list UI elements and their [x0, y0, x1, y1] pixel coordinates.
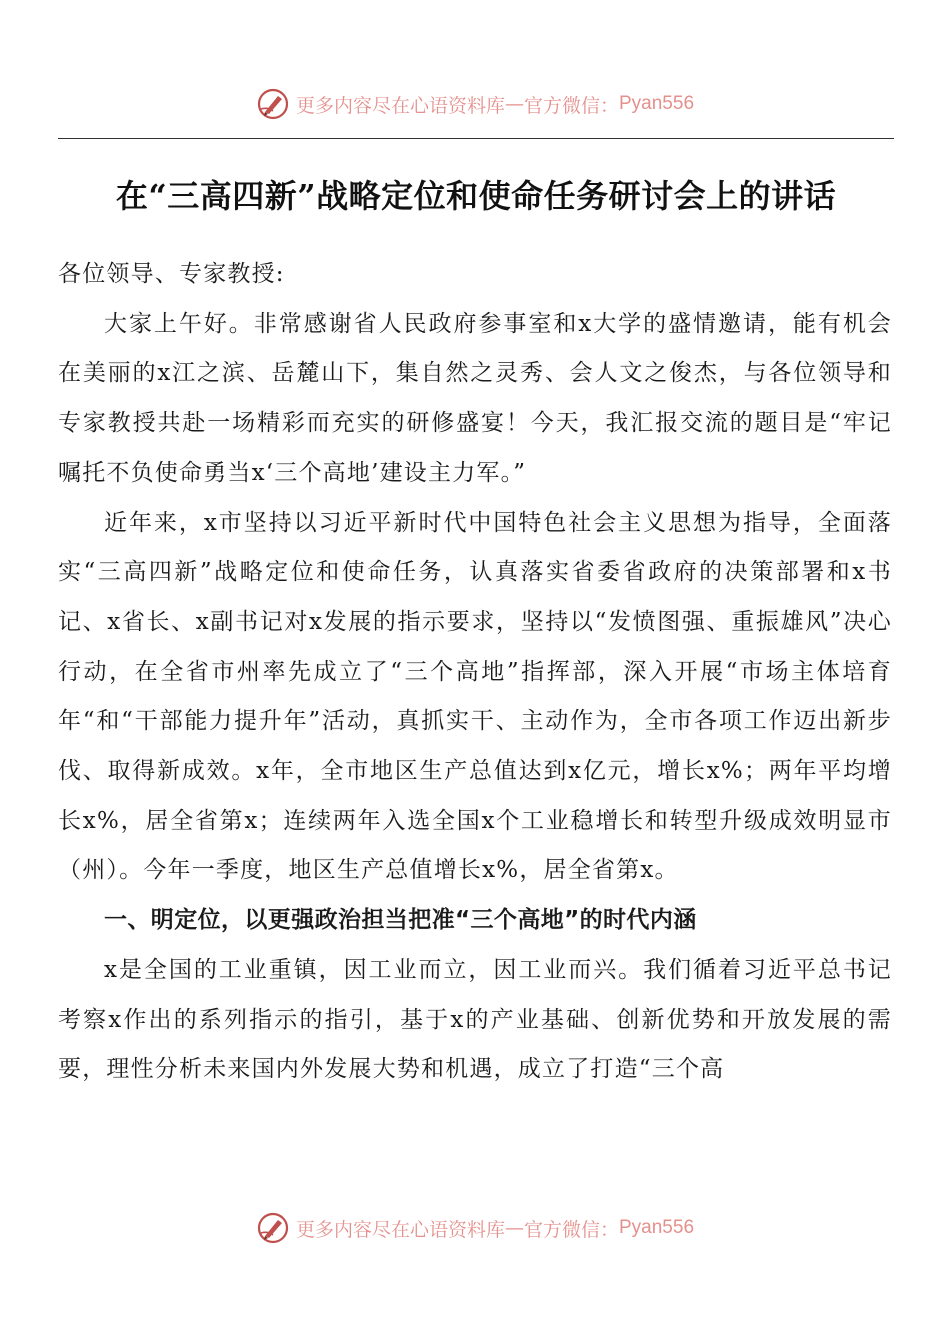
- banner-wechat-label: 官方微信：: [523, 1218, 619, 1241]
- banner-wechat-label: 官方微信：: [523, 94, 619, 117]
- section-heading: 一、明定位，以更强政治担当把准“三个高地”的时代内涵: [104, 907, 697, 934]
- paragraph-achievements: 近年来，x市坚持以习近平新时代中国特色社会主义思想为指导，全面落实“三高四新”战略定位和使命任务，认真落实省委省政府的决策部署和x书记、x省长、x副书记对x发展的指示要求，坚持以“发愤图强、重振雄风”决心行动，在全省市州率先成立了“三个高地”指挥部，深入开展“市场主体培育年“和“干部能力提升年”活动，真抓实干、主动作为，全市各项工作迈出新步伐、取得新成效。x年，全市地区生产总值达到x亿元，增长x%；两年平均增长x%，居全省第x；连续两年入选全国x个工业稳增长和转型升级成效明显市（州）。今年一季度，地区生产总值增长x%，居全省第x。: [58, 509, 892, 884]
- banner-separator: —: [504, 1217, 524, 1239]
- banner-text: 更多内容尽在心语资料库: [295, 1218, 505, 1241]
- banner-wechat-id: Pyan556: [619, 93, 695, 114]
- document-body: [58, 250, 892, 1095]
- paragraph-industry: x是全国的工业重镇，因工业而立，因工业而兴。我们循着习近平总书记考察x作出的系列指示的指引，基于x的产业基础、创新优势和开放发展的需要，理性分析未来国内外发展大势和机遇，成立了打造“三个高: [58, 956, 892, 1083]
- banner-separator: —: [504, 93, 524, 115]
- header-divider: [58, 138, 894, 139]
- salutation: 各位领导、专家教授:: [58, 261, 285, 287]
- pen-circle-icon: [256, 87, 290, 121]
- pen-circle-icon: [256, 1211, 290, 1245]
- banner-wechat-id: Pyan556: [619, 1217, 695, 1238]
- banner-text: 更多内容尽在心语资料库: [295, 94, 505, 117]
- paragraph-greeting: 大家上午好。非常感谢省人民政府参事室和x大学的盛情邀请，能有机会在美丽的x江之滨、岳麓山下，集自然之灵秀、会人文之俊杰，与各位领导和专家教授共赴一场精彩而充实的研修盛宴！今天，我汇报交流的题目是“牢记嘱托不负使命勇当x‘三个高地’建设主力军。”: [58, 310, 892, 486]
- header-banner: [0, 86, 950, 122]
- footer-banner: [0, 1210, 950, 1246]
- document-title: 在“三高四新”战略定位和使命任务研讨会上的讲话: [115, 177, 837, 215]
